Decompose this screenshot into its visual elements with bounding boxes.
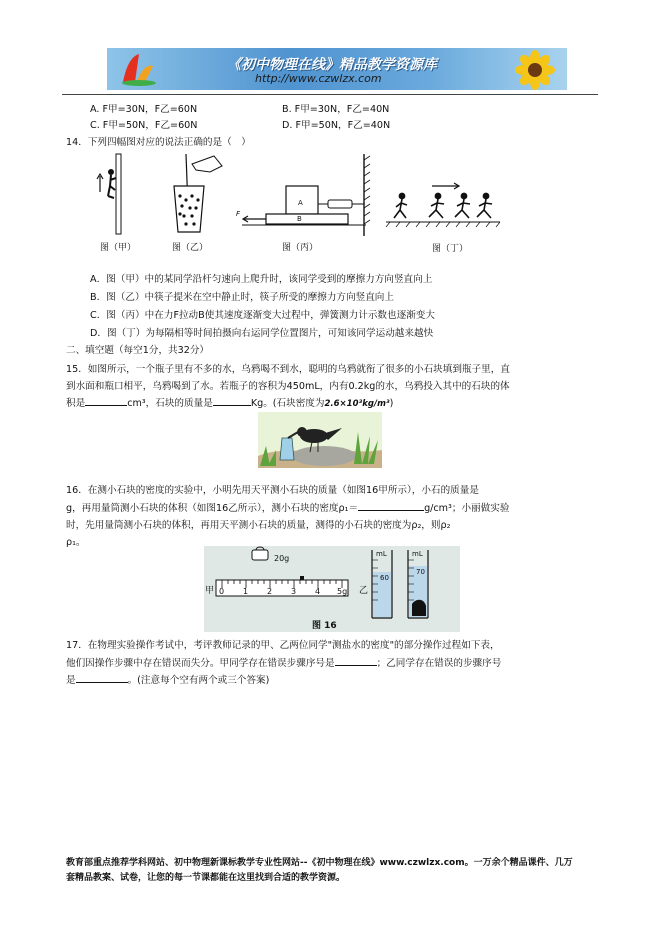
q17-line2 [66,655,501,669]
q16-line1: 16．在测小石块的密度的实验中，小明先用天平测小石块的质量（如图16甲所示），小石的质量是 [66,485,479,496]
q15-blank-mass[interactable] [213,396,251,406]
q15-line1: 15．如图所示，一个瓶子里有不多的水，乌鸦喝不到水，聪明的乌鸦就衔了很多的小石块填到瓶子里，直 [66,364,510,375]
caption-fig-bing: 图（丙） [282,243,319,253]
q16-line2-suffix: g/cm³；小丽做实验 [424,503,510,514]
fig16-tick-5: 5g [337,587,348,596]
q13-option-b: B. F甲=30N，F乙=40N [282,104,390,115]
q17-line3-prefix: 是 [66,675,76,686]
q17-line3-suffix: 。(注意每个空有两个或三个答案) [127,675,270,686]
figure-chopsticks-rice [166,152,226,238]
footer-line1: 教育部重点推荐学科网站、初中物理新课标教学专业性网站--《初中物理在线》www.czwlzx.com。一万余个精品课件、几万 [66,858,573,868]
fig16-cyl1-value: 60 [380,574,389,582]
q17-line1: 17．在物理实验操作考试中，考评教师记录的甲、乙两位同学"测盐水的密度"的部分操作过程如下表， [66,640,500,651]
q16-line2-prefix: g，再用量筒测小石块的体积（如图16乙所示），测小石块的密度ρ₁＝ [66,503,359,514]
q14-option-d: D．图（丁）为每隔相等时间拍摄向右运同学位置图片，可知该同学运动越来越快 [90,328,434,339]
q15-line3 [66,395,393,409]
q15-density-value: 2.6×10³kg/m³ [324,399,390,409]
header-divider [62,94,598,95]
label-block-b: B [297,215,302,223]
q17-line2-prefix: 他们因操作步骤中存在错误而失分。甲同学存在错误步骤序号是 [66,658,335,669]
figure-16 [204,546,460,632]
crow-bottle-image [258,412,382,468]
q15-line3-prefix: 积是 [66,398,86,409]
header-banner [107,48,567,90]
q17-blank-yi[interactable] [76,673,128,683]
label-block-a: A [298,199,303,207]
logo-icon [117,52,157,86]
fig16-jia-label: 甲 [205,586,215,596]
footer [66,856,602,886]
q14-option-b: B．图（乙）中筷子提米在空中静止时，筷子所受的摩擦力方向竖直向上 [90,292,394,303]
fig16-tick-3: 3 [291,587,297,596]
footer-line2: 套精品教案、试卷，让您的每一节课都能在这里找到合适的教学资源。 [66,873,346,883]
figure-climbing-pole [96,152,136,236]
fig16-yi-label: 乙 [359,586,369,596]
q13-option-c: C. F甲=50N，F乙=60N [90,120,198,131]
q15-line2: 到水面和瓶口相平，乌鸦喝到了水。若瓶子的容积为450mL，内有0.2kg的水，乌鸦投入其中的石块的体 [66,381,510,392]
fig16-tick-0: 0 [219,587,225,596]
q15-line3-unit2: Kg。(石块密度为 [250,398,325,409]
q14-stem: 14．下列四幅图对应的说法正确的是（ ） [66,137,251,148]
q15-blank-volume[interactable] [85,396,127,406]
q13-option-d: D. F甲=50N，F乙=40N [282,120,391,131]
fig16-cyl2-value: 70 [416,568,425,576]
fig16-tick-4: 4 [315,587,321,596]
q13-option-a: A. F甲=30N，F乙=60N [90,104,198,115]
banner-title: 《初中物理在线》精品教学资源库 [227,57,437,73]
q14-option-c: C．图（丙）中在力F拉动B使其速度逐渐变大过程中，弹簧测力计示数也逐渐变大 [90,310,435,321]
fig16-caption: 图 16 [312,621,337,631]
fig16-cyl1-unit: mL [376,550,387,558]
fig16-tick-1: 1 [243,587,249,596]
q17-blank-jia[interactable] [335,656,377,666]
fig16-cyl2-unit: mL [412,550,423,558]
q15-line3-end: ) [389,398,394,409]
banner-url: http://www.czwlzx.com [255,72,382,85]
section-2-heading: 二、填空题（每空1分，共32分） [66,345,210,356]
q14-option-a: A．图（甲）中的某同学沿杆匀速向上爬升时，该同学受到的摩擦力方向竖直向上 [90,274,433,285]
q16-line4: ρ₁。 [66,537,86,548]
q16-line3: 时，先用量筒测小石块的体积，再用天平测小石块的质量，测得的小石块的密度为ρ₂，则ρ₂ [66,520,451,531]
q17-line3 [66,672,269,686]
q15-line3-unit1: cm³，石块的质量是 [127,398,213,409]
figure-running-sequence [382,180,502,238]
caption-fig-jia: 图（甲） [100,243,137,253]
figure-blocks-spring [232,152,372,238]
sunflower-icon [507,50,563,90]
q16-blank-density[interactable] [358,501,424,511]
q17-line2-suffix: ；乙同学存在错误的步骤序号 [376,658,502,669]
fig16-tick-2: 2 [267,587,273,596]
label-force-f: F [236,210,241,218]
fig16-weight-label: 20g [274,554,290,563]
caption-fig-ding: 图（丁） [432,244,469,254]
caption-fig-yi: 图（乙） [172,243,209,253]
q16-line2 [66,500,509,514]
